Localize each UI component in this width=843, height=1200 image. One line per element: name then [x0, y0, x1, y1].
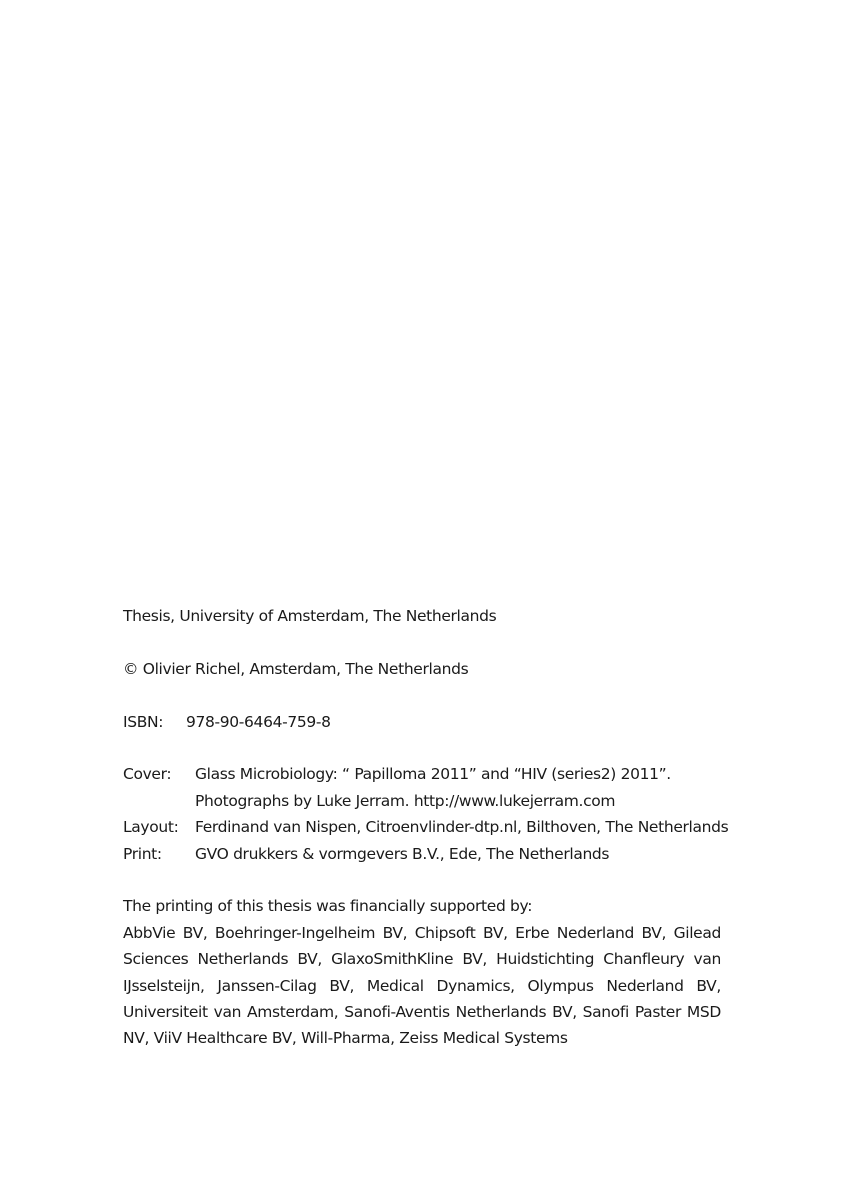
cover-photo-credit: Photographs by Luke Jerram. http://www.lukejerram.com	[195, 791, 616, 810]
layout-credit-row	[123, 814, 729, 840]
cover-description: Glass Microbiology: “ Papilloma 2011” and “HIV (series2) 2011”.	[195, 765, 671, 784]
colophon-block	[123, 603, 729, 1052]
print-label: Print:	[123, 844, 162, 863]
spacer	[123, 735, 723, 761]
print-credit-row	[123, 841, 723, 867]
spacer	[123, 682, 723, 708]
spacer	[123, 629, 723, 655]
cover-credit-row	[123, 761, 723, 814]
sponsor-list: AbbVie BV, Boehringer-Ingelheim BV, Chipsoft BV, Erbe Nederland BV, Gilead Sciences Netherlands BV, GlaxoSmithKline BV, Huidstichting Chanfleury van IJsselsteijn, Janssen-Cilag BV, Medical Dynamics, Olympus Nederland BV, Universiteit van Amsterdam, Sanofi-Aventis Netherlands BV, Sanofi Paster MSD NV, ViiV Healthcare BV, Will-Pharma, Zeiss Medical Systems	[123, 923, 721, 1048]
copyright-statement: © Olivier Richel, Amsterdam, The Netherlands	[123, 659, 469, 678]
spacer	[123, 867, 723, 893]
layout-label: Layout:	[123, 818, 179, 837]
thesis-statement: Thesis, University of Amsterdam, The Netherlands	[123, 607, 497, 625]
isbn-value: 978-90-6464-759-8	[186, 712, 331, 731]
isbn-label: ISBN:	[123, 712, 164, 731]
print-value: GVO drukkers & vormgevers B.V., Ede, The Netherlands	[195, 844, 610, 863]
cover-label: Cover:	[123, 765, 172, 784]
support-heading: The printing of this thesis was financially supported by:	[123, 897, 533, 916]
layout-value: Ferdinand van Nispen, Citroenvlinder-dtp.nl, Bilthoven, The Netherlands	[195, 818, 729, 837]
cover-value	[195, 761, 671, 814]
isbn-row	[123, 709, 723, 735]
